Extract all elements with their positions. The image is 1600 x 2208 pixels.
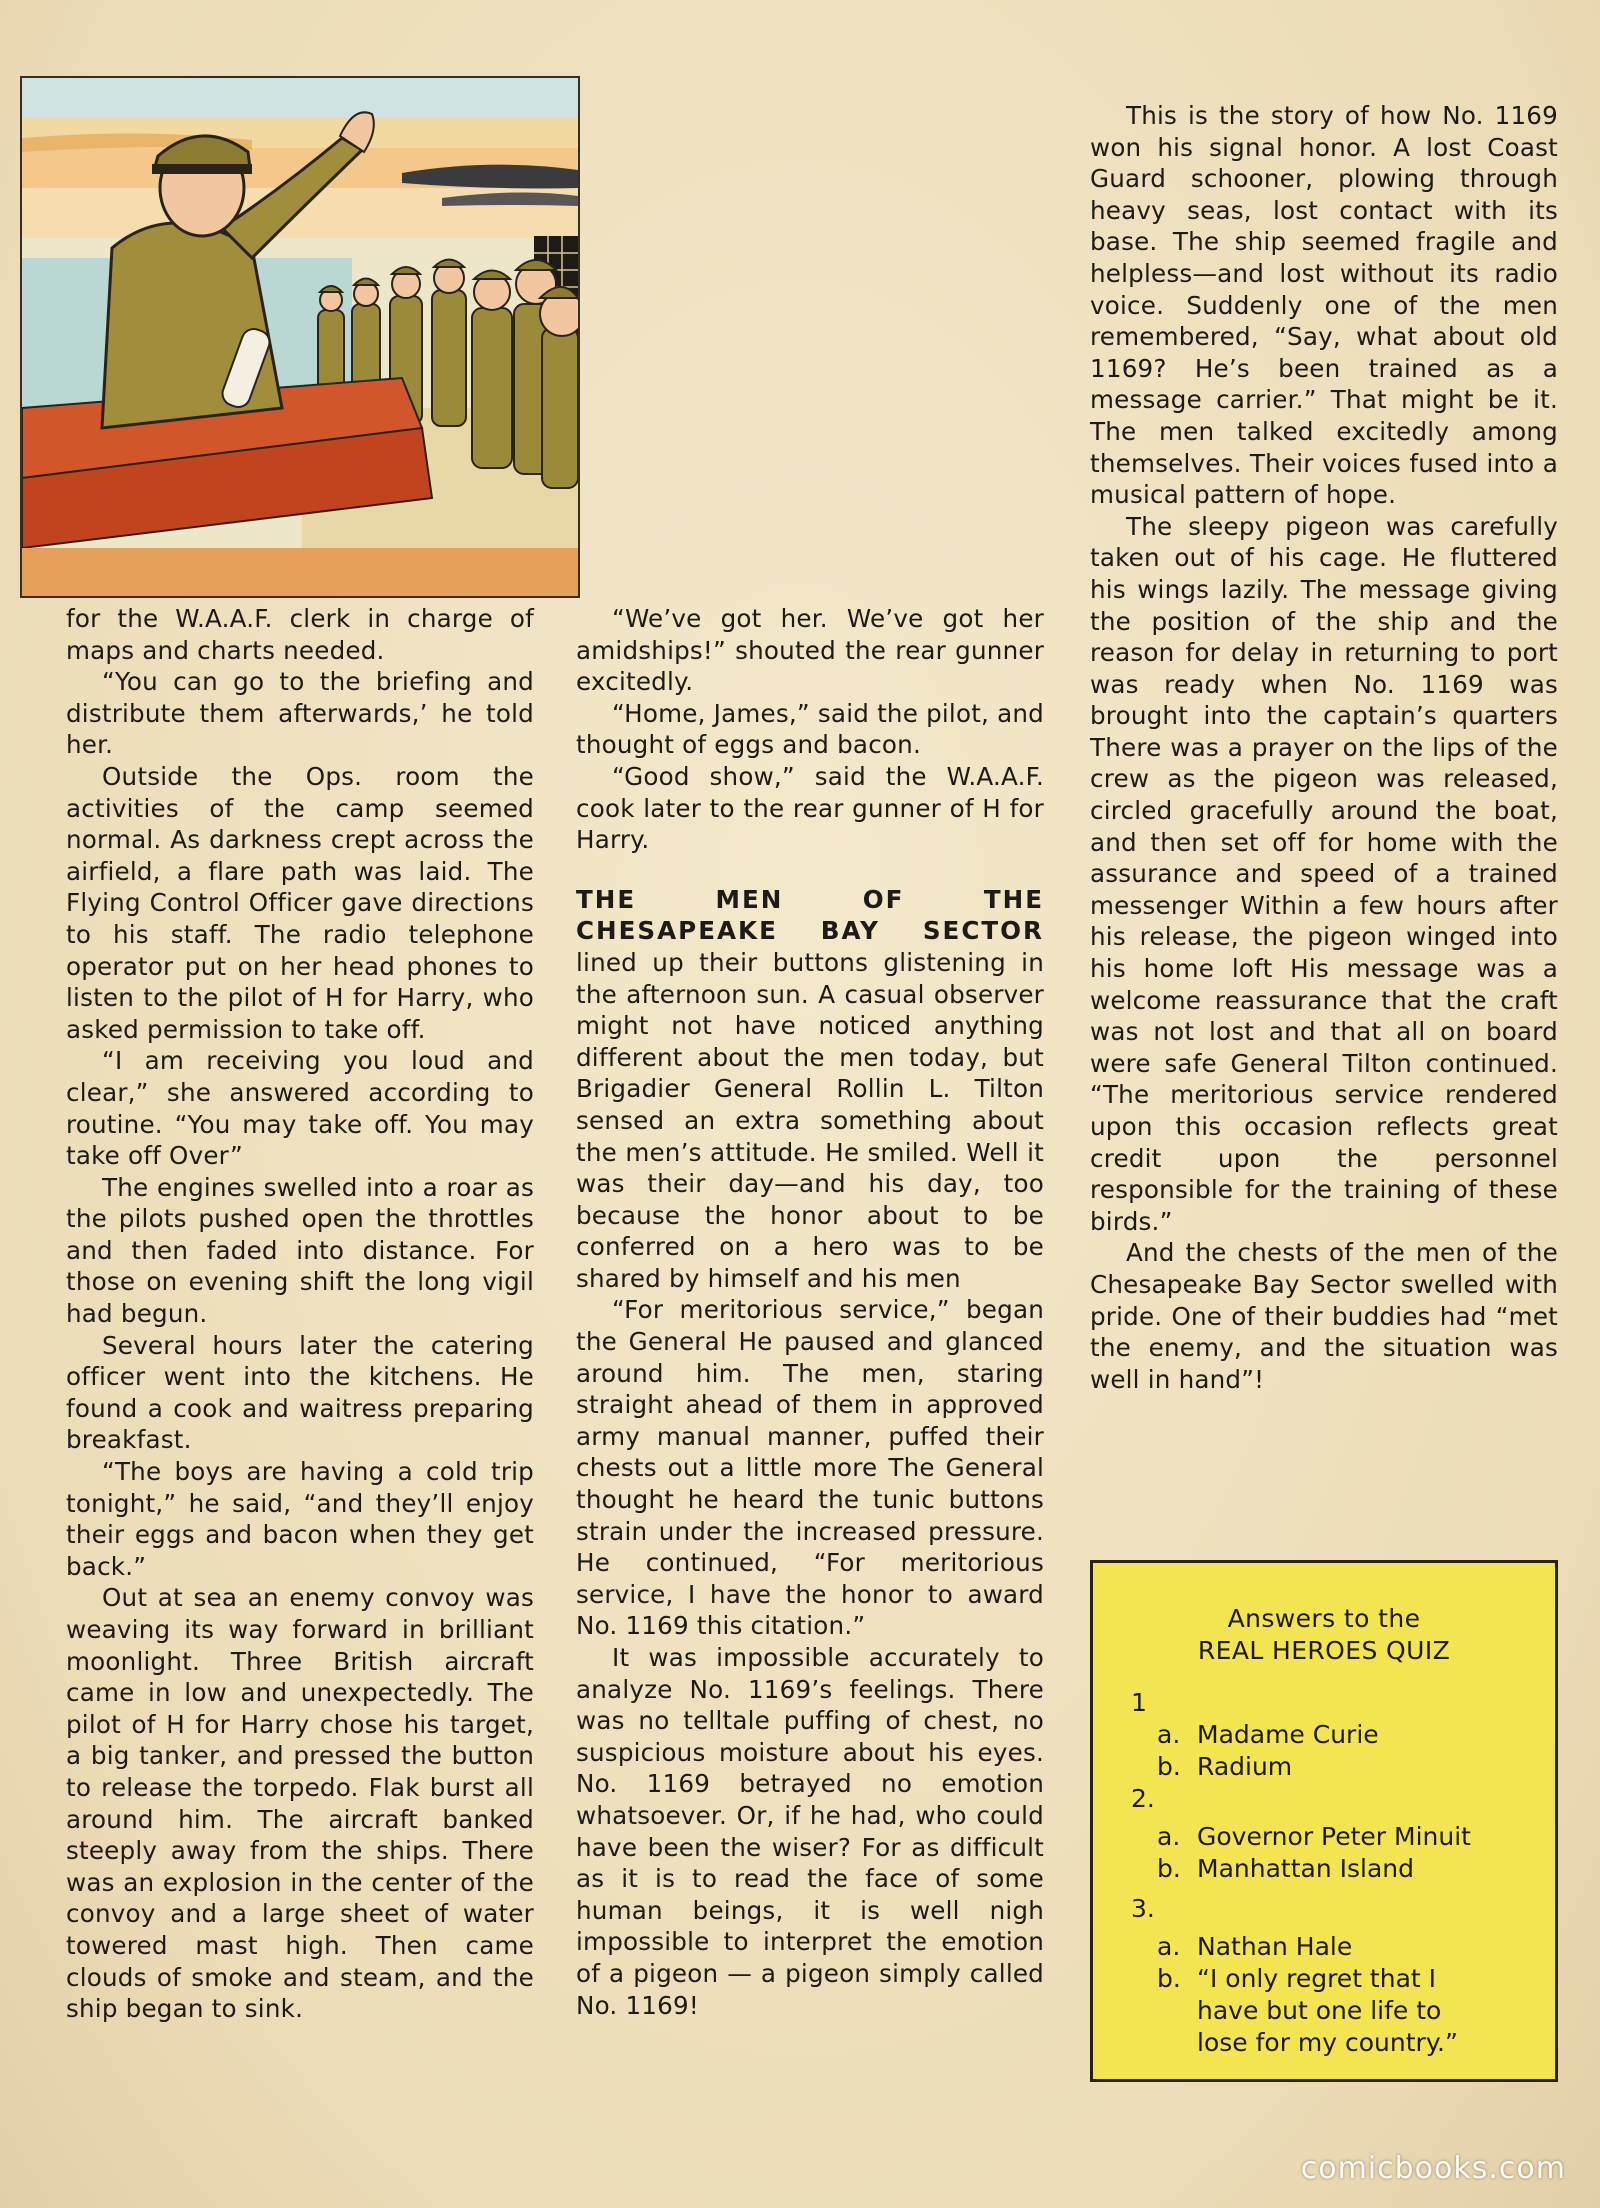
answer-text: Nathan Hale [1197, 1932, 1353, 1961]
col2-paragraph: It was impossible accurately to analyze No. 1169’s feelings. There was no telltale puffing of chest, no suspicious moisture about his eyes. No. 1169 betrayed no emotion whatsoever. Or, if he had, who could have been the wiser? For as difficult as it is to read the face of some human beings, it is well nigh impossible to interpret the emotion of a pigeon — a pigeon simply called No. 1169! [576, 1643, 1044, 2020]
answer-text: Manhattan Island [1197, 1854, 1414, 1883]
answer-text: Radium [1197, 1752, 1293, 1781]
quiz-answers-box [1090, 1560, 1558, 2082]
col3-paragraph: This is the story of how No. 1169 won his signal honor. A lost Coast Guard schooner, plowing through heavy seas, lost contact with its base. The ship seemed fragile and helpless—and lost without its radio voice. Suddenly one of the men remembered, “Say, what about old 1169? He’s been trained as a message carrier.” That might be it. The men talked excitedly among themselves. Their voices fused into a musical pattern of hope. [1090, 101, 1558, 510]
illustration-svg [22, 78, 578, 596]
quiz-title-line2: REAL HEROES QUIZ [1197, 1636, 1451, 1665]
answer-label: a. [1157, 1822, 1181, 1851]
answer-label: b. [1157, 1752, 1181, 1781]
quiz-item-number: 1 [1131, 1688, 1147, 1717]
quiz-item-number: 3. [1131, 1894, 1155, 1923]
quiz-item-answers [1131, 1931, 1555, 2059]
section-spacer [576, 856, 1044, 884]
col2-paragraph: “Home, James,” said the pilot, and thought of eggs and bacon. [576, 698, 1044, 760]
answer-label: a. [1157, 1720, 1181, 1749]
col1-paragraph: Out at sea an enemy convoy was weaving its way forward in brilliant moonlight. Three British aircraft came in low and unexpectedly. The pilot of H for Harry chose his target, a big tanker, and pressed the button to release the torpedo. Flak burst all around him. The aircraft banked steeply away from the ships. There was an explosion in the center of the convoy and a large sheet of water towered mast high. Then came clouds of smoke and steam, and the ship began to sink. [66, 1583, 534, 2024]
col1-paragraph: Several hours later the catering officer went into the kitchens. He found a cook and waitress preparing breakfast. [66, 1330, 534, 1455]
col1-paragraph: for the W.A.A.F. clerk in charge of maps and charts needed. [66, 604, 534, 665]
quiz-title [1093, 1603, 1555, 1667]
quiz-item-number: 2. [1131, 1784, 1155, 1813]
col1-paragraph: Outside the Ops. room the activities of the camp seemed normal. As darkness crept across the airfield, a flare path was laid. The Flying Control Officer gave directions to his staff. The radio telephone operator put on her head phones to listen to the pilot of H for Harry, who asked permission to take off. [66, 761, 534, 1044]
col3-paragraph: And the chests of the men of the Chesapeake Bay Sector swelled with pride. One of their buddies had “met the enemy, and the situation was well in hand”! [1090, 1238, 1558, 1394]
text-column-middle [576, 603, 1044, 2021]
col1-paragraph: “I am receiving you loud and clear,” she answered according to routine. “You may take off. You may take off Over” [66, 1046, 534, 1171]
quiz-answer [1157, 1719, 1555, 1751]
text-column-right [1090, 100, 1558, 1395]
col1-paragraph: “You can go to the briefing and distribute them afterwards,’ he told her. [66, 667, 534, 760]
col2-paragraph: “Good show,” said the W.A.A.F. cook later to the rear gunner of H for Harry. [576, 761, 1044, 855]
quiz-title-line1: Answers to the [1227, 1604, 1421, 1633]
text-column-left [66, 603, 534, 2025]
quiz-answer [1157, 1963, 1555, 2059]
quiz-answer [1157, 1931, 1555, 1963]
col1-paragraph: The engines swelled into a roar as the pilots pushed open the throttles and then faded into distance. For those on evening shift the long vigil had begun. [66, 1172, 534, 1329]
quiz-item-answers [1131, 1821, 1555, 1885]
general-addressing-soldiers-illustration [20, 76, 580, 598]
answer-text: Madame Curie [1197, 1720, 1379, 1749]
col2-paragraph: “We’ve got her. We’ve got her amidships!” shouted the rear gunner excitedly. [576, 604, 1044, 697]
col1-paragraph: “The boys are having a cold trip tonight,” he said, “and they’ll enjoy their eggs and bacon when they get back.” [66, 1457, 534, 1581]
quiz-answer [1157, 1853, 1555, 1885]
quiz-answer-list [1093, 1687, 1555, 2059]
site-watermark: comicbooks.com [1300, 2151, 1566, 2186]
quiz-item-answers [1131, 1719, 1555, 1783]
col3-paragraph: The sleepy pigeon was carefully taken out of his cage. He fluttered his wings lazily. The message giving the position of the ship and the reason for delay in returning to port was ready when No. 1169 was brought into the captain’s quarters There was a prayer on the lips of the crew as the pigeon was released, circled gracefully around the boat, and then set off for home with the assurance and speed of a trained messenger Within a few hours after his release, the pigeon winged into his home loft His message was a welcome reassurance that the craft was not lost and that all on board were safe General Tilton continued. “The meritorious service rendered upon this occasion reflects great credit upon the personnel responsible for the training of these birds.” [1090, 511, 1558, 1236]
answer-label: a. [1157, 1932, 1181, 1961]
section-lead-paragraph [576, 884, 1044, 1295]
answer-label: b. [1157, 1854, 1181, 1883]
section-lead-text: lined up their buttons glistening in the afternoon sun. A casual observer might not have noticed anything different about the men today, but Brigadier General Rollin L. Tilton sensed an extra something about the men’s attitude. He smiled. Well it was their day—and his day, too because the honor about to be conferred on a hero was to be shared by himself and his men [576, 947, 1044, 1293]
answer-text: “I only regret that I have but one life to lose for my country.” [1197, 1964, 1458, 2057]
quiz-answer [1157, 1751, 1555, 1783]
quiz-answer [1157, 1821, 1555, 1853]
answer-text: Governor Peter Minuit [1197, 1822, 1471, 1851]
answer-label: b. [1157, 1964, 1181, 1993]
col2-paragraph: “For meritorious service,” began the General He paused and glanced around him. The men, staring straight ahead of them in approved army manual manner, puffed their chests out a little more The General thought he heard the tunic buttons strain under the increased pressure. He continued, “For meritorious service, I have the honor to award No. 1169 this citation.” [576, 1295, 1044, 1641]
section-heading: THE MEN OF THE CHESAPEAKE BAY SECTOR [576, 884, 1044, 946]
